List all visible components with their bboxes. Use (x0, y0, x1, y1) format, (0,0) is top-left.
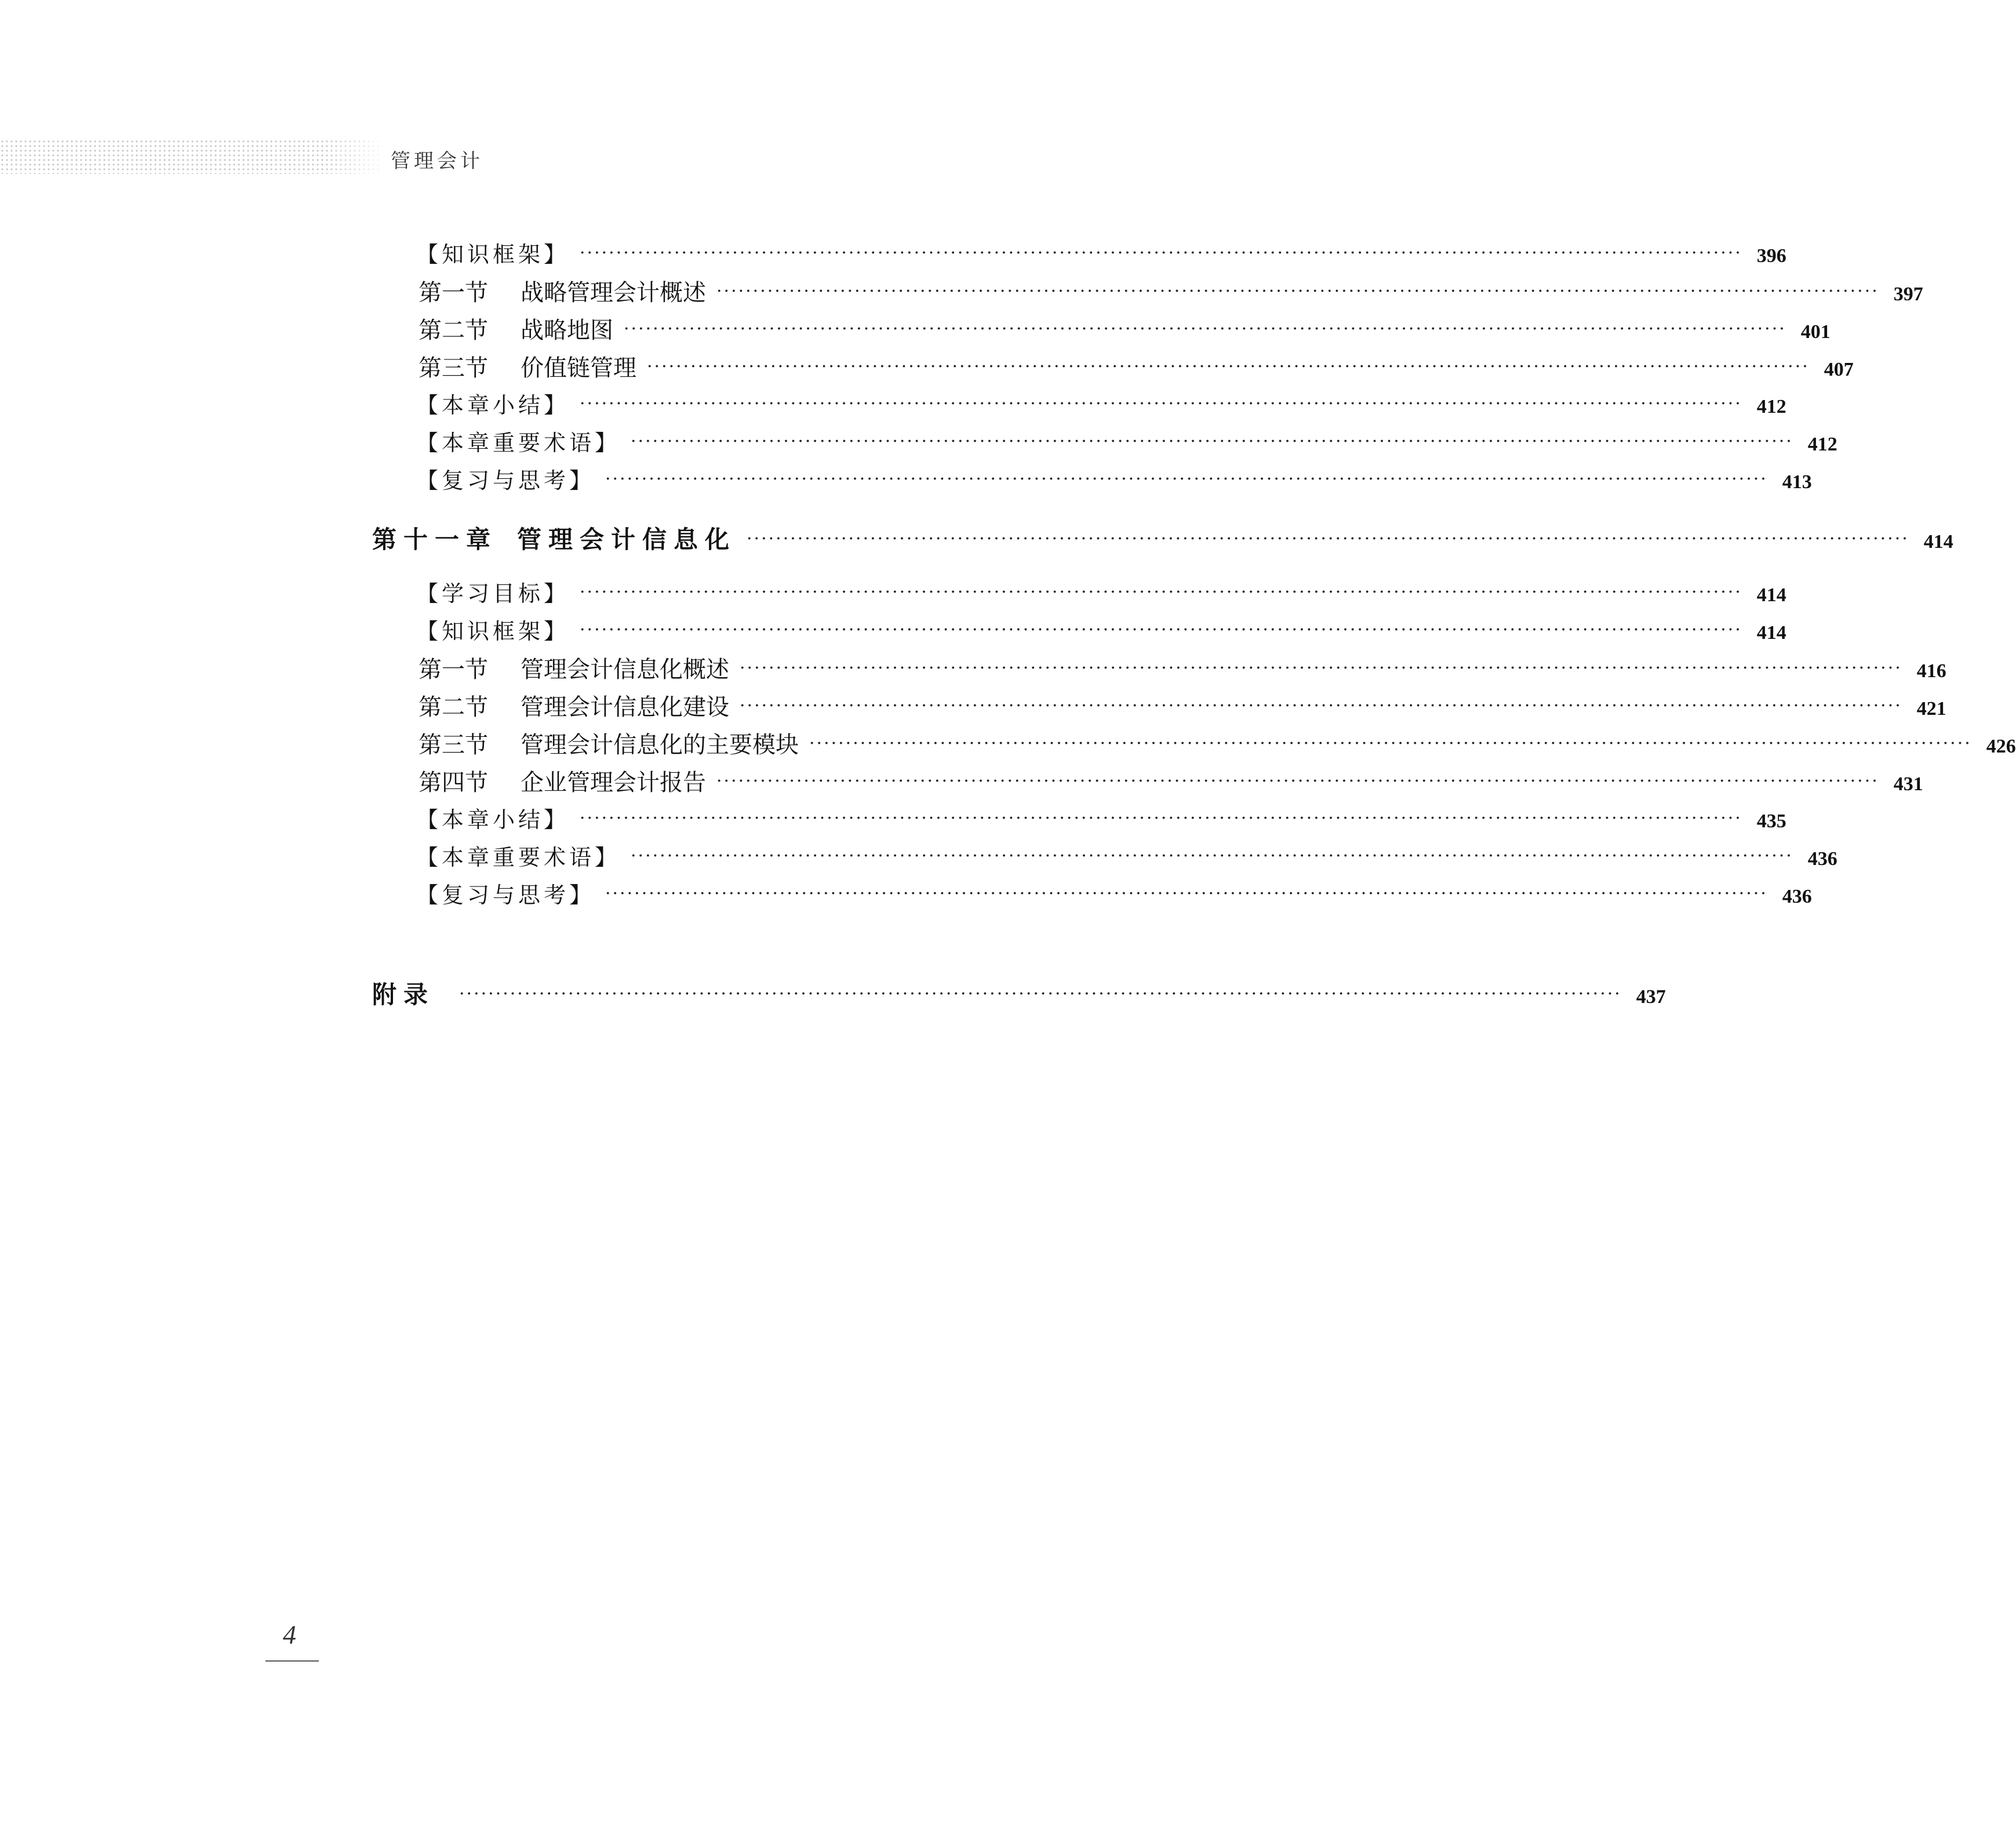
toc-entry-label (419, 689, 729, 722)
dot-leader: ································································································································································ (605, 469, 1768, 489)
toc-entry-section-3[interactable] (419, 726, 2016, 759)
toc-entry-page: 436 (1782, 886, 1812, 907)
toc-entry-label (419, 651, 729, 684)
toc-entry-page: 414 (1756, 622, 1786, 644)
toc-entry-label (419, 764, 706, 797)
toc-entry-review-questions[interactable] (416, 877, 1812, 909)
toc-entry-page: 412 (1756, 396, 1786, 417)
toc-entry-section-1[interactable] (419, 274, 1923, 307)
toc-entry-label: 【知识框架】 (416, 242, 570, 267)
dot-leader: ································································································································································ (740, 696, 1902, 716)
toc-entry-page: 412 (1807, 434, 1837, 455)
dot-leader: ································································································································································ (580, 620, 1742, 640)
toc-entry-chapter-11[interactable] (372, 521, 1953, 555)
toc-entry-page: 436 (1807, 848, 1837, 870)
toc-entry-page: 416 (1916, 660, 1946, 682)
section-number: 第二节 (419, 317, 488, 344)
toc-entry-chapter-summary[interactable] (416, 387, 1786, 419)
section-title: 管理会计信息化建设 (521, 694, 729, 721)
toc-entry-appendix[interactable] (372, 976, 1666, 1011)
toc-entry-page: 437 (1636, 986, 1666, 1008)
section-number: 第一节 (419, 279, 488, 306)
dot-leader: ································································································································································ (580, 394, 1742, 414)
toc-entry-page: 413 (1782, 471, 1812, 493)
toc-entry-page: 435 (1756, 810, 1786, 832)
dot-leader: ································································································································································ (459, 984, 1622, 1004)
dot-leader: ································································································································································ (580, 808, 1742, 828)
toc-entry-label: 【复习与思考】 (416, 882, 595, 908)
dot-leader: ································································································································································ (716, 771, 1879, 791)
toc-entry-key-terms[interactable] (416, 839, 1837, 871)
section-number: 第三节 (419, 732, 488, 758)
toc-entry-learning-objectives[interactable] (416, 576, 1786, 608)
dot-leader: ································································································································································ (580, 582, 1742, 602)
toc-entry-section-2[interactable] (419, 689, 1946, 722)
toc-entry-key-terms[interactable] (416, 425, 1837, 457)
dot-leader: ································································································································································ (624, 319, 1786, 339)
dot-leader: ································································································································································ (647, 357, 1810, 377)
toc-entry-section-3[interactable] (419, 350, 1854, 383)
toc-entry-page: 397 (1893, 283, 1923, 305)
toc-entry-page: 414 (1756, 584, 1786, 606)
page-number-rule (265, 1660, 319, 1662)
book-title: 管理会计 (391, 150, 483, 173)
section-number: 第四节 (419, 769, 488, 796)
dot-leader: ································································································································································ (716, 281, 1879, 301)
dot-leader: ································································································································································ (605, 884, 1768, 904)
toc-entry-label: 【本章重要术语】 (416, 430, 621, 456)
toc-entry-knowledge-framework[interactable] (416, 237, 1786, 268)
toc-entry-label: 【本章小结】 (416, 807, 570, 833)
toc-entry-page: 421 (1916, 698, 1946, 719)
chapter-title: 管理会计信息化 (517, 525, 737, 554)
section-title: 管理会计信息化的主要模块 (521, 732, 799, 758)
toc-entry-label (419, 350, 636, 383)
toc-entry-page: 407 (1824, 359, 1854, 380)
dot-leader: ································································································································································ (580, 243, 1742, 263)
page-number: 4 (283, 1620, 296, 1649)
chapter-number: 第十一章 (372, 525, 498, 554)
dot-leader: ································································································································································ (631, 846, 1793, 866)
dot-leader: ································································································································································ (809, 733, 1972, 754)
toc-entry-page: 414 (1923, 531, 1953, 553)
dot-leader: ································································································································································ (740, 658, 1902, 678)
toc-entry-chapter-summary[interactable] (416, 802, 1786, 834)
toc-entry-page: 426 (1986, 736, 2016, 757)
chapter-heading (372, 521, 736, 555)
toc-entry-label: 【复习与思考】 (416, 468, 595, 493)
toc-entry-section-4[interactable] (419, 764, 1923, 797)
toc-entry-page: 401 (1800, 321, 1831, 343)
toc-entry-review-questions[interactable] (416, 463, 1812, 495)
section-number: 第一节 (419, 656, 488, 683)
section-title: 价值链管理 (521, 355, 636, 381)
toc-entry-label (419, 312, 613, 345)
toc-entry-label: 【本章重要术语】 (416, 845, 621, 870)
toc-entry-page: 431 (1893, 773, 1923, 795)
toc-entry-knowledge-framework[interactable] (416, 613, 1786, 645)
dot-leader: ································································································································································ (747, 529, 1909, 549)
section-number: 第三节 (419, 355, 488, 381)
toc-entry-page: 396 (1756, 245, 1786, 267)
section-title: 战略管理会计概述 (521, 279, 706, 306)
header-dot-fade (325, 139, 388, 174)
toc-entry-label (419, 726, 799, 759)
dot-leader: ································································································································································ (631, 431, 1793, 452)
toc-entry-label: 【知识框架】 (416, 619, 570, 644)
toc-entry-label: 【学习目标】 (416, 581, 570, 606)
section-title: 管理会计信息化概述 (521, 656, 729, 683)
toc-entry-section-2[interactable] (419, 312, 1831, 345)
toc-entry-label (419, 274, 706, 307)
toc-entry-section-1[interactable] (419, 651, 1946, 684)
toc-entry-label: 【本章小结】 (416, 392, 570, 418)
section-number: 第二节 (419, 694, 488, 721)
section-title: 战略地图 (521, 317, 613, 344)
appendix-heading: 附录 (372, 980, 435, 1009)
section-title: 企业管理会计报告 (521, 769, 706, 796)
header-dot-pattern (0, 139, 380, 174)
